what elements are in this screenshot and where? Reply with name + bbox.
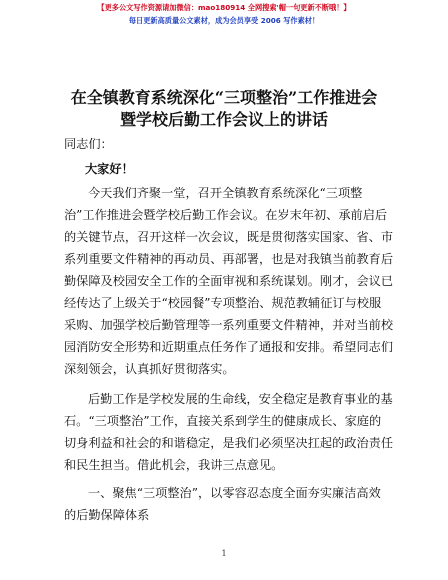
paragraph-line: 系列重要文件精神的再动员、再部署，也是对我镇当前教育后: [64, 252, 394, 266]
greeting: 大家好！: [85, 162, 134, 176]
paragraph-line: 园消防安全形势和近期重点任务作了通报和安排。希望同志们: [64, 340, 394, 354]
paragraph-line: 切身利益和社会的和谐稳定，是我们必须坚决扛起的政治责任: [64, 436, 394, 450]
header-banner-promo: 【更多公文写作资源请加微信：mao180914 全网搜索'帽一句更新不断哦！】: [97, 3, 351, 12]
paragraph-line: 深刻领会，认真抓好贯彻落实。: [64, 362, 235, 376]
paragraph-line: 后勤工作是学校发展的生命线，安全稳定是教育事业的基: [88, 392, 393, 406]
paragraph-line: 采购、加强学校后勤管理等一系列重要文件精神，并对当前校: [64, 318, 394, 332]
header-banner-subtitle: 每日更新高质量公文素材，成为会员享受 2006 写作素材！: [128, 16, 320, 25]
paragraph-line: 的关键节点，召开这样一次会议，既是贯彻落实国家、省、市: [64, 230, 394, 244]
document-title-line-2: 暨学校后勤工作会议上的讲话: [119, 110, 328, 129]
paragraph-line: 石。“三项整治”工作，直接关系到学生的健康成长、家庭的: [64, 414, 382, 428]
paragraph-line: 经传达了上级关于“校园餐”专项整治、规范教辅征订与校服: [64, 296, 382, 310]
paragraph-line: 治”工作推进会暨学校后勤工作会议。在岁末年初、承前启后: [64, 208, 388, 222]
paragraph-line: 今天我们齐聚一堂，召开全镇教育系统深化“三项整: [88, 186, 363, 200]
section-heading-line: 的后勤保障体系: [64, 508, 150, 522]
page-number: 1: [221, 549, 227, 558]
paragraph-line: 勤保障及校园安全工作的全面审视和系统谋划。刚才，会议已: [64, 274, 394, 288]
paragraph-line: 和民生担当。借此机会，我讲三点意见。: [64, 458, 284, 472]
document-title-line-1: 在全镇教育系统深化“三项整治”工作推进会: [70, 88, 378, 107]
salutation: 同志们：: [64, 137, 113, 151]
section-heading-line: 一、聚焦“三项整治”，以零容忍态度全面夯实廉洁高效: [88, 486, 381, 500]
